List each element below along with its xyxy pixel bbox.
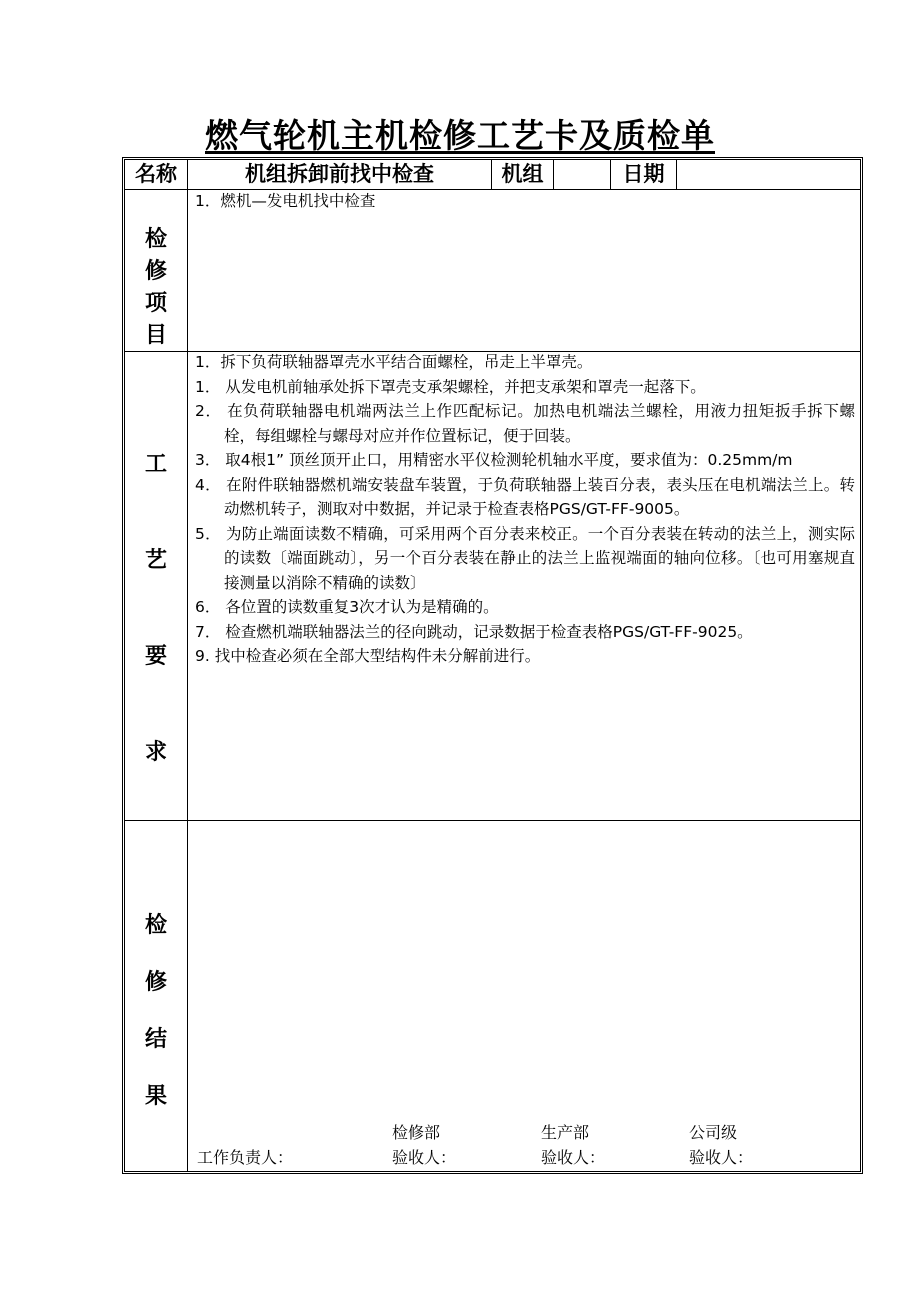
list-item: 6． 各位置的读数重复3次才认为是精确的。 [195, 598, 499, 616]
list-item: 5． 为防止端面读数不精确，可采用两个百分表来校正。一个百分表装在转动的法兰上，测实际的读数〔端面跳动〕，另一个百分表装在静止的法兰上监视端面的轴向位移。〔也可用塞规直接测量以消除不精确的读数〕 [195, 524, 855, 592]
row-divider [125, 820, 860, 821]
list-item: 4． 在附件联轴器燃机端安装盘车装置，于负荷联轴器上装百分表，表头压在电机端法兰上。转动燃机转子，测取对中数据，并记录于检查表格PGS/GT-FF-9005。 [195, 475, 855, 518]
work-leader-label: 工作负责人： [197, 1148, 294, 1167]
list-item: 2． 在负荷联轴器电机端两法兰上作匹配标记。加热电机端法兰螺栓，用液力扭矩扳手拆下螺栓，每组螺栓与螺母对应并作位置标记，便于回装。 [195, 402, 855, 445]
maint-acceptor-label: 验收人： [392, 1148, 457, 1167]
result-label: 检 修 结 果 [144, 913, 167, 1109]
list-item: 1．拆下负荷联轴器罩壳水平结合面螺栓，吊走上半罩壳。 [195, 353, 593, 371]
name-label: 名称 [135, 162, 177, 186]
date-label: 日期 [622, 162, 665, 186]
item-text: 1．燃机—发电机找中检查 [195, 192, 376, 210]
item-label: 检 修 项 目 [144, 227, 167, 348]
list-item: 9. 找中检查必须在全部大型结构件未分解前进行。 [195, 647, 541, 665]
item-content [195, 189, 855, 214]
maint-dept-label: 检修部 [392, 1123, 441, 1142]
prod-dept-label: 生产部 [541, 1123, 590, 1142]
list-item: 7． 检查燃机端联轴器法兰的径向跳动，记录数据于检查表格PGS/GT-FF-9025。 [195, 622, 753, 641]
date-value[interactable] [677, 160, 860, 189]
process-label: 工 艺 要 求 [144, 452, 167, 765]
list-item: 3． 取4根1” 顶丝顶开止口，用精密水平仪检测轮机轴水平度，要求值为：0.25mm/m [195, 451, 793, 469]
company-acceptor-label: 验收人： [689, 1148, 754, 1167]
unit-label: 机组 [501, 162, 544, 186]
col-divider [187, 160, 188, 1171]
unit-value[interactable] [554, 160, 610, 189]
list-item: 1． 从发电机前轴承处拆下罩壳支承架螺栓，并把支承架和罩壳一起落下。 [195, 377, 706, 396]
company-level-label: 公司级 [689, 1123, 738, 1142]
process-steps [195, 350, 855, 669]
name-value: 机组拆卸前找中检查 [245, 162, 434, 186]
page-title: 燃气轮机主机检修工艺卡及质检单 [205, 116, 715, 155]
prod-acceptor-label: 验收人： [541, 1148, 606, 1167]
